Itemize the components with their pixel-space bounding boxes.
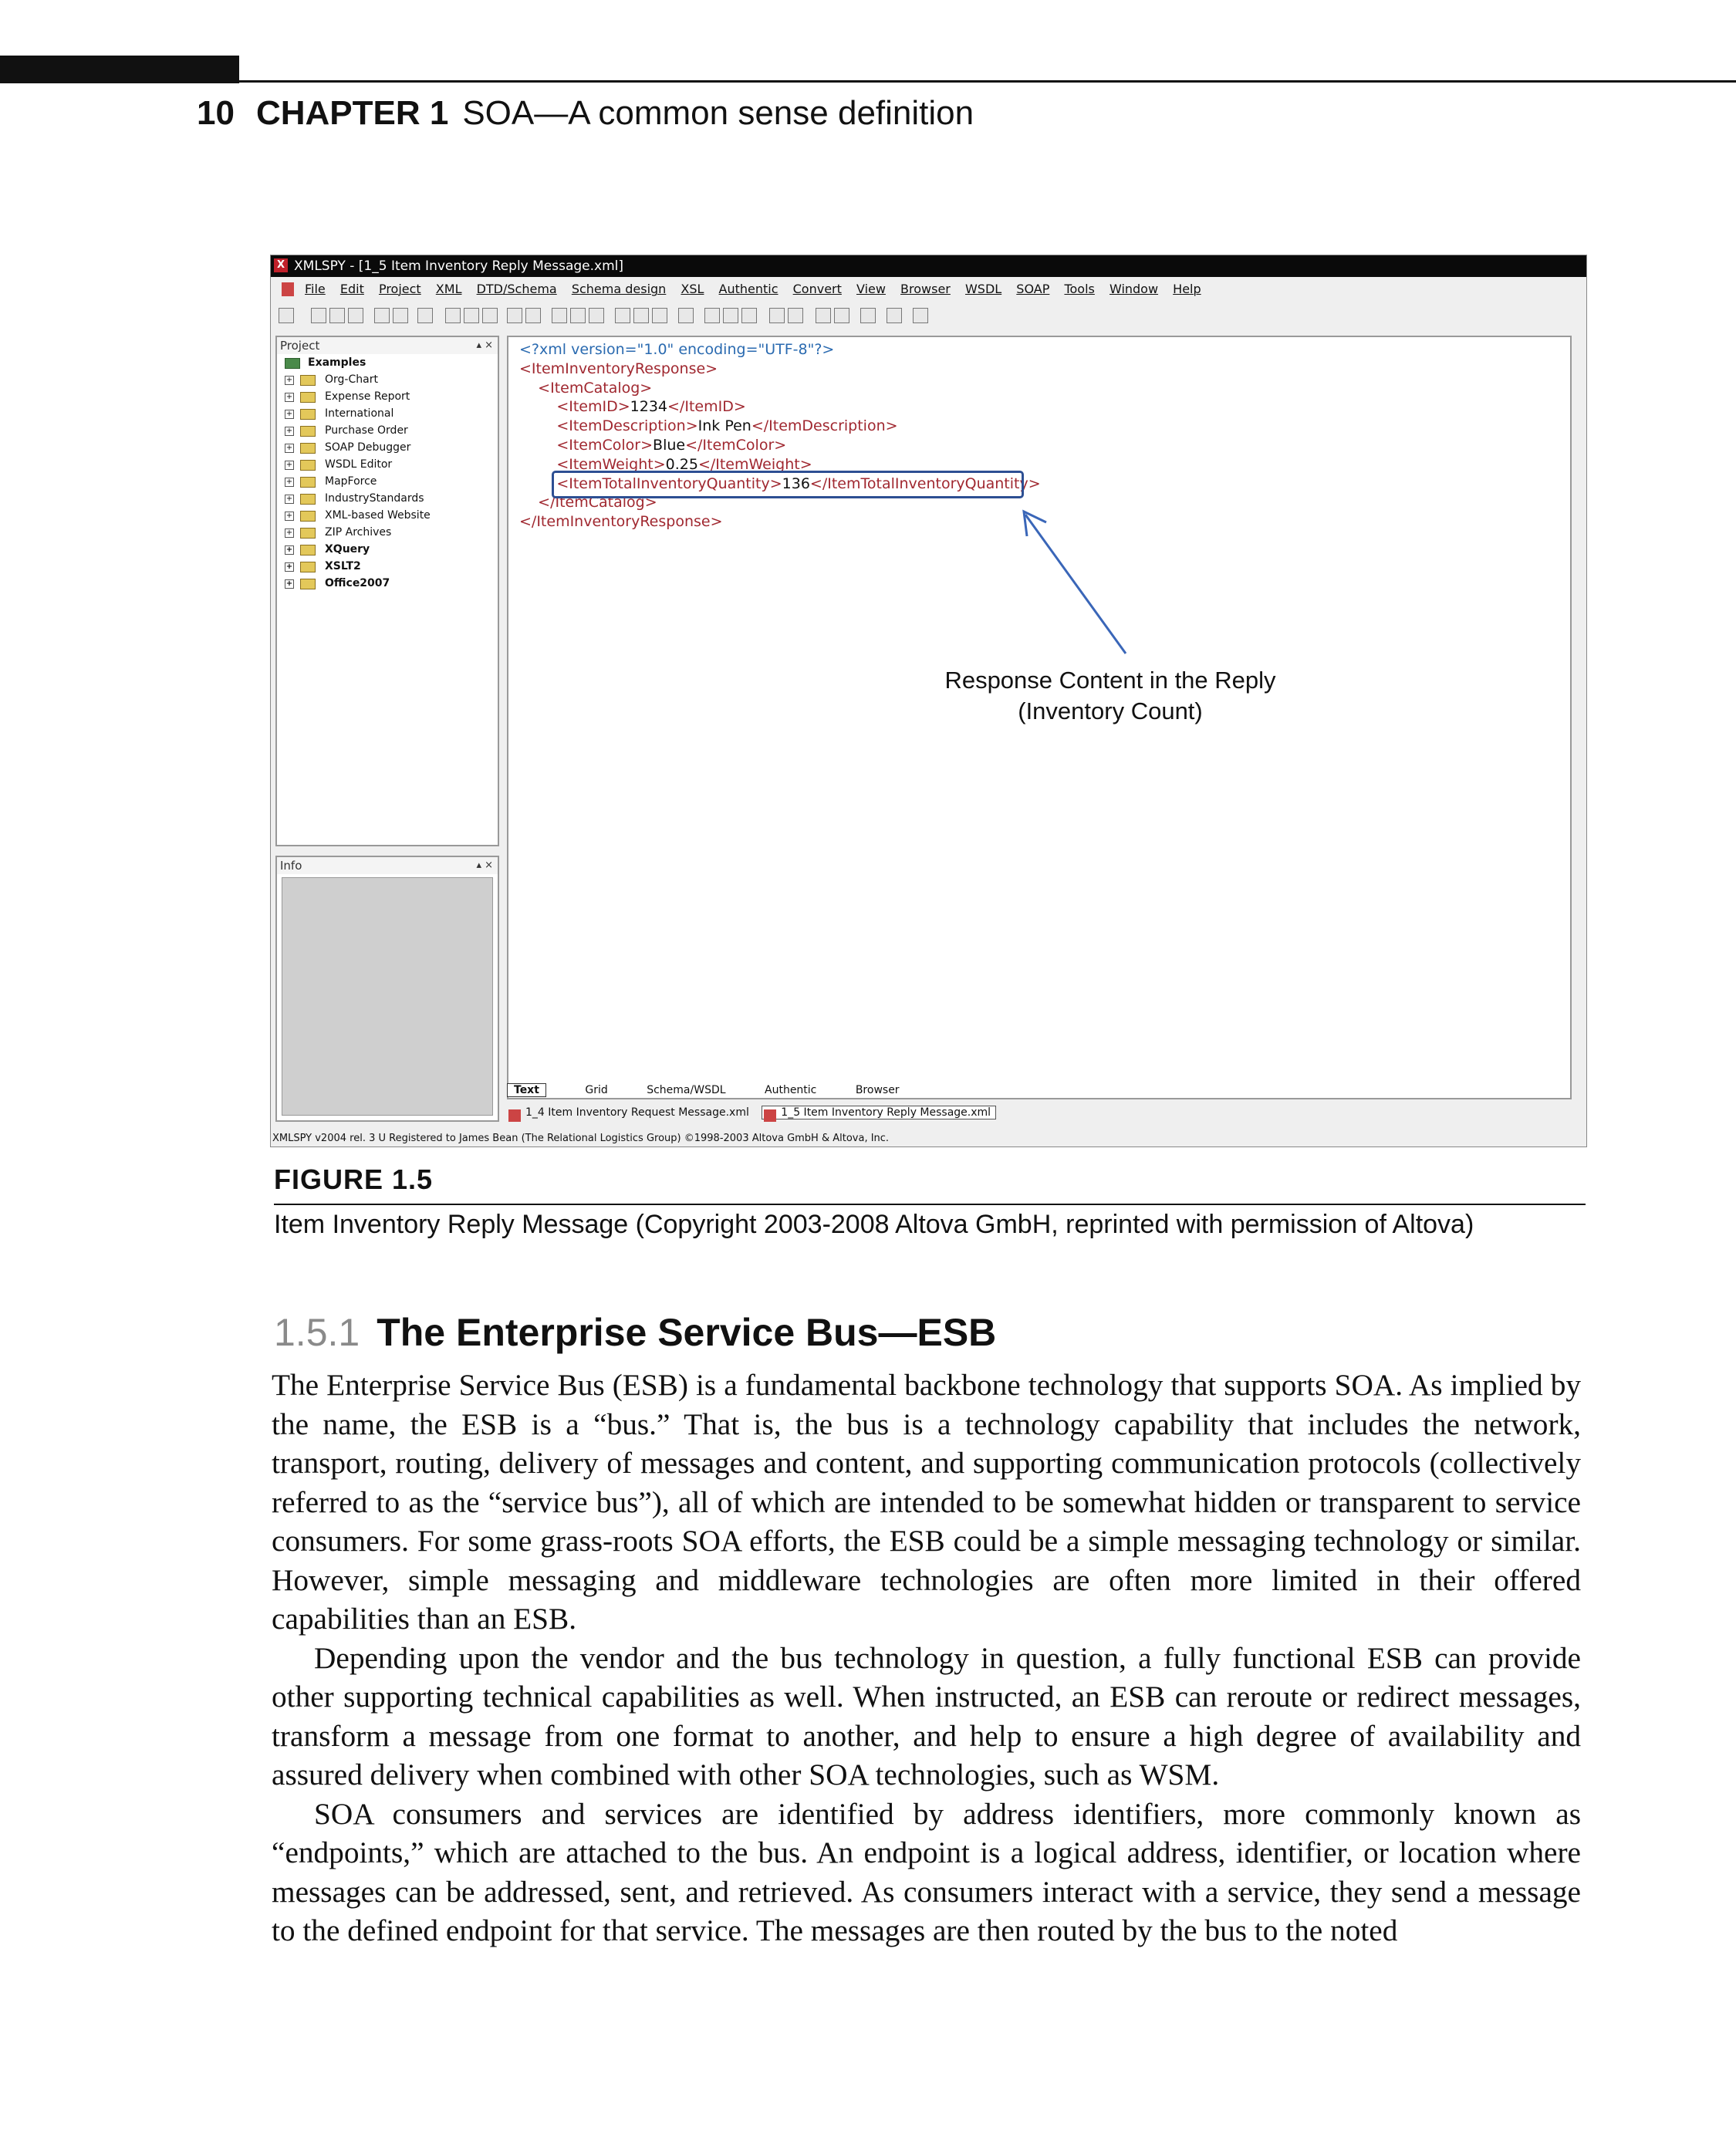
panel-controls[interactable]: ▴ × — [476, 859, 493, 871]
expand-icon[interactable]: + — [285, 461, 293, 469]
redo-icon[interactable] — [525, 308, 541, 323]
folder-icon — [300, 579, 316, 589]
xml-tag: </ItemCatalog> — [538, 494, 657, 512]
expand-icon[interactable]: + — [285, 545, 293, 554]
menu-item[interactable]: Edit — [339, 282, 364, 296]
xmlspy-screenshot — [270, 255, 1587, 1147]
tree-item[interactable]: + Purchase Order — [285, 424, 408, 437]
folder-icon — [300, 375, 316, 386]
text-view-icon[interactable] — [741, 308, 757, 323]
expand-icon[interactable]: + — [285, 444, 293, 452]
table-icon[interactable] — [887, 308, 902, 323]
expand-icon[interactable]: + — [285, 427, 293, 435]
annotation-line-1: Response Content in the Reply — [944, 667, 1276, 694]
project-panel — [275, 336, 499, 846]
xml-tag: </ItemInventoryResponse> — [519, 513, 723, 531]
folder-icon — [300, 494, 316, 505]
xml-tag: <ItemDescription> — [556, 417, 698, 435]
tree-item[interactable]: + ZIP Archives — [285, 526, 392, 539]
open-url-icon[interactable] — [329, 308, 345, 323]
project-panel-header — [277, 337, 498, 354]
tab-grid[interactable]: Grid — [585, 1084, 608, 1096]
expand-icon[interactable]: + — [285, 495, 293, 503]
header-rule — [239, 80, 1736, 83]
tree-item[interactable]: + International — [285, 407, 394, 420]
menu-item[interactable]: Help — [1173, 282, 1201, 296]
document-icon — [282, 282, 294, 296]
window-title: XMLSPY - [1_5 Item Inventory Reply Message.xml] — [294, 258, 624, 274]
annotation-line-2: (Inventory Count) — [1018, 697, 1203, 724]
tree-item[interactable]: + Office2007 — [285, 577, 390, 589]
paragraph: Depending upon the vendor and the bus technology in question, a fully functional ESB can provide other supporting technical capabilities as well. When instructed, an ESB can reroute or redirect messages, transform a message from one format to another, and help to ensure a high degree of availability and assured delivery when combined with other SOA technologies, such as WSM. — [272, 1640, 1581, 1791]
expand-icon[interactable]: + — [285, 410, 293, 418]
menu-item[interactable]: WSDL — [964, 282, 1002, 296]
xsl-fo-icon[interactable] — [723, 308, 738, 323]
chapter-title: SOA—A common sense definition — [462, 94, 974, 132]
info-panel-title: Info — [280, 859, 302, 873]
body-text — [272, 1366, 1581, 1950]
menu-item[interactable]: Window — [1109, 282, 1159, 296]
folder-icon — [300, 528, 316, 539]
xml-tag: <ItemInventoryResponse> — [519, 360, 718, 377]
xmlspy-app-icon: X — [274, 258, 288, 272]
section-title: The Enterprise Service Bus—ESB — [377, 1311, 997, 1354]
project-icon — [285, 358, 300, 369]
section-number: 1.5.1 — [274, 1311, 360, 1354]
menu-bar — [271, 279, 1586, 300]
expand-icon[interactable]: + — [285, 478, 293, 486]
folder-icon — [300, 443, 316, 454]
expand-icon[interactable]: + — [285, 393, 293, 401]
info-panel-header — [277, 857, 498, 874]
paragraph: The Enterprise Service Bus (ESB) is a fundamental backbone technology that supports SOA. As implied by the name, the ESB is a “bus.” That is, the bus is a technology capability that includes the network, transport, routing, delivery of messages and content, and supporting communication protocols (collectively referred to as the “service bus”), all of which are intended to be somewhat hidden or transparent to service consumers. For some grass-roots SOA efforts, the ESB could be a simple messaging technology or similar. However, simple messaging and middleware technologies are often more limited in their offered capabilities than an ESB. — [272, 1368, 1581, 1636]
soap-send-icon[interactable] — [788, 308, 803, 323]
xml-value: 1234 — [630, 398, 668, 416]
tree-item[interactable]: + Expense Report — [285, 390, 410, 403]
header-black-bar — [0, 56, 239, 83]
grid-view-icon[interactable] — [816, 308, 831, 323]
tab-schema-wsdl[interactable]: Schema/WSDL — [647, 1084, 726, 1096]
menu-item[interactable]: Browser — [900, 282, 951, 296]
open-file-icon[interactable] — [311, 308, 326, 323]
folder-icon — [300, 426, 316, 437]
tree-root-examples[interactable]: Examples — [282, 354, 498, 371]
highlight-box — [552, 471, 1024, 498]
figure-label: FIGURE 1.5 — [274, 1163, 434, 1195]
xml-tag: <ItemColor> — [556, 436, 654, 454]
xml-editor[interactable] — [507, 336, 1572, 1099]
reload-icon[interactable] — [348, 308, 363, 323]
xml-source — [519, 340, 1041, 532]
find-next-icon[interactable] — [570, 308, 586, 323]
tree-item[interactable]: + IndustryStandards — [285, 492, 424, 505]
info-panel — [275, 856, 499, 1122]
window-titlebar — [271, 255, 1586, 277]
xml-declaration: <?xml version="1.0" encoding="UTF-8"?> — [519, 341, 835, 358]
arrow-line — [1025, 515, 1126, 653]
check-wellformed-icon[interactable] — [615, 308, 630, 323]
folder-icon — [300, 409, 316, 420]
menu-item[interactable]: SOAP — [1016, 282, 1050, 296]
menu-item[interactable]: Tools — [1064, 282, 1095, 296]
toolbar — [271, 303, 1586, 328]
folder-icon — [300, 562, 316, 572]
menu-item[interactable]: DTD/Schema — [476, 282, 557, 296]
running-header — [197, 94, 974, 133]
soap-request-icon[interactable] — [769, 308, 785, 323]
tab-browser[interactable]: Browser — [855, 1084, 900, 1096]
paste-icon[interactable] — [482, 308, 498, 323]
cut-icon[interactable] — [445, 308, 461, 323]
file-tab-request[interactable]: 1_4 Item Inventory Request Message.xml — [507, 1106, 749, 1119]
right-scroll-strip[interactable] — [1576, 336, 1585, 1099]
find-icon[interactable] — [552, 308, 567, 323]
xml-value: Ink Pen — [697, 417, 751, 435]
tab-text[interactable]: Text — [507, 1083, 546, 1097]
section-heading — [274, 1310, 996, 1355]
folder-icon — [300, 477, 316, 488]
expand-icon[interactable]: + — [285, 528, 293, 537]
menu-item[interactable]: Project — [378, 282, 421, 296]
view-tabs — [507, 1081, 1047, 1099]
menu-item[interactable]: XSL — [681, 282, 704, 296]
browser-view-icon[interactable] — [834, 308, 849, 323]
annotation-label — [910, 665, 1311, 727]
file-tab-reply[interactable]: 1_5 Item Inventory Reply Message.xml — [762, 1106, 996, 1119]
xml-tag: </ItemTotalInventoryQuantity> — [809, 474, 1041, 492]
xml-tag: <ItemCatalog> — [538, 379, 653, 397]
undo-icon[interactable] — [507, 308, 522, 323]
xml-tag: <ItemID> — [556, 398, 630, 416]
validate-icon[interactable] — [633, 308, 649, 323]
xml-value: 0.25 — [665, 455, 698, 473]
folder-icon — [300, 511, 316, 522]
xml-tag: </ItemColor> — [685, 436, 787, 454]
tree-item[interactable]: + MapForce — [285, 475, 377, 488]
expand-icon[interactable]: + — [285, 579, 293, 588]
folder-icon — [300, 545, 316, 556]
expand-icon[interactable]: + — [285, 512, 293, 520]
save-icon[interactable] — [374, 308, 390, 323]
xml-value: 136 — [782, 474, 810, 492]
page-number: 10 — [197, 94, 235, 132]
new-file-icon[interactable] — [279, 308, 294, 323]
tree-item[interactable]: + XSLT2 — [285, 560, 361, 572]
paragraph: SOA consumers and services are identified by address identifiers, more commonly known as “endpoints,” which are attached to the bus. An endpoint is a logical address, identifier, or location where messages can be addressed, sent, and retrieved. As consumers interact with a service, they send a message to the defined endpoint for that service. The messages are then routed by the bus to the noted — [272, 1796, 1581, 1947]
file-tabs — [507, 1103, 1005, 1123]
spellcheck-icon[interactable] — [678, 308, 694, 323]
replace-icon[interactable] — [589, 308, 604, 323]
xml-tag: <ItemWeight> — [556, 455, 666, 473]
xml-tag: </ItemDescription> — [751, 417, 898, 435]
menu-item[interactable]: View — [856, 282, 886, 296]
figure-rule — [274, 1204, 1586, 1205]
expand-icon[interactable]: + — [285, 376, 293, 384]
expand-icon[interactable]: + — [285, 562, 293, 571]
info-panel-body — [282, 877, 493, 1116]
tree-item[interactable]: + Org-Chart — [285, 373, 378, 386]
tree-item[interactable]: + WSDL Editor — [285, 458, 393, 471]
menu-item[interactable]: XML — [435, 282, 462, 296]
menu-item[interactable]: Schema design — [571, 282, 667, 296]
menu-item[interactable]: File — [305, 282, 326, 296]
xml-value: Blue — [653, 436, 686, 454]
tab-authentic[interactable]: Authentic — [765, 1084, 817, 1096]
project-panel-title: Project — [280, 339, 320, 353]
project-tree — [277, 354, 498, 592]
menu-item[interactable]: Convert — [792, 282, 842, 296]
figure-caption: Item Inventory Reply Message (Copyright 2003-2008 Altova GmbH, reprinted with permission of Altova) — [274, 1210, 1474, 1239]
save-all-icon[interactable] — [393, 308, 408, 323]
folder-icon — [300, 392, 316, 403]
refresh-entities-icon[interactable] — [652, 308, 667, 323]
xml-tag: </ItemWeight> — [697, 455, 812, 473]
xsl-transform-icon[interactable] — [704, 308, 720, 323]
window-icon[interactable] — [913, 308, 928, 323]
tree-item[interactable]: + XML-based Website — [285, 509, 431, 522]
tree-item[interactable]: + SOAP Debugger — [285, 441, 411, 454]
menu-item[interactable]: Authentic — [718, 282, 778, 296]
schema-icon[interactable] — [860, 308, 876, 323]
copy-icon[interactable] — [464, 308, 479, 323]
chapter-label: CHAPTER 1 — [255, 94, 449, 132]
xml-tag: <ItemTotalInventoryQuantity> — [556, 474, 782, 492]
folder-icon — [300, 460, 316, 471]
status-bar: XMLSPY v2004 rel. 3 U Registered to James Bean (The Relational Logistics Group) ©1998-2003 Altova GmbH & Altova, Inc. — [272, 1133, 890, 1144]
panel-controls[interactable]: ▴ × — [476, 339, 493, 351]
tree-item[interactable]: + XQuery — [285, 543, 370, 556]
xml-tag: </ItemID> — [667, 398, 746, 416]
print-icon[interactable] — [417, 308, 433, 323]
